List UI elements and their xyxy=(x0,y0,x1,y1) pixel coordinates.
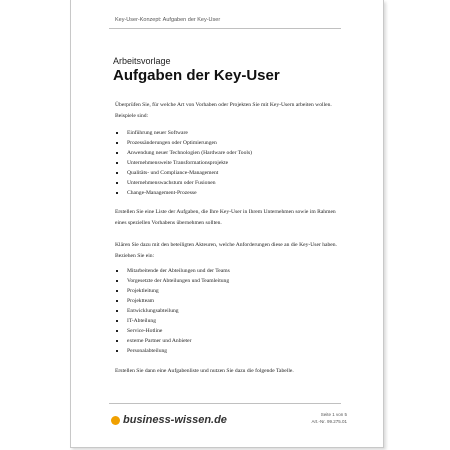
list-item xyxy=(115,276,345,286)
bullet-icon xyxy=(116,182,118,184)
list-item-text: Vorgesetzte der Abteilungen und Teamleitung xyxy=(127,278,230,284)
logo-text: business-wissen.de xyxy=(123,414,227,426)
tasks-block xyxy=(115,207,345,228)
list-item xyxy=(115,138,345,148)
list-item xyxy=(115,266,345,276)
bullet-icon xyxy=(116,320,118,322)
list-item-text: Personalabteilung xyxy=(127,348,168,354)
bullet-icon xyxy=(116,162,118,164)
footer-meta xyxy=(311,411,347,425)
list-item-text: Prozessänderungen oder Optimierungen xyxy=(127,140,217,146)
header-divider xyxy=(109,28,341,29)
list-item-text: Unternehmensweite Transformationsprojekte xyxy=(127,160,229,166)
list-item-text: Mitarbeitende der Abteilungen und der Teams xyxy=(127,268,230,274)
list-item xyxy=(115,326,345,336)
bullet-icon xyxy=(116,142,118,144)
project-types-list xyxy=(115,128,345,198)
stakeholders-list xyxy=(115,266,345,356)
list-item xyxy=(115,178,345,188)
list-item-text: externe Partner und Anbieter xyxy=(127,338,192,344)
document-page xyxy=(70,0,384,448)
list-item-text: Einführung neuer Software xyxy=(127,130,188,136)
stakeholders-intro-block xyxy=(115,240,345,261)
document-kicker: Arbeitsvorlage xyxy=(113,56,171,66)
list-item-text: Entwicklungsabteilung xyxy=(127,308,179,314)
list-item-text: Projektteam xyxy=(127,298,155,304)
bullet-icon xyxy=(116,152,118,154)
list-item-text: Change-Management-Prozesse xyxy=(127,190,197,196)
list-item-text: Unternehmenswachstum oder Fusionen xyxy=(127,180,216,186)
list-item xyxy=(115,148,345,158)
list-item xyxy=(115,296,345,306)
tasks-paragraph: Erstellen Sie eine Liste der Aufgaben, die Ihre Key-User in Ihrem Unternehmen sowie im Rahmen eines speziellen Vorhabens übernehmen sollten. xyxy=(115,209,336,226)
bullet-icon xyxy=(116,192,118,194)
bullet-icon xyxy=(116,350,118,352)
closing-block xyxy=(115,366,345,377)
intro-block xyxy=(115,100,345,121)
running-header: Key-User-Konzept: Aufgaben der Key-User xyxy=(115,17,221,23)
bullet-icon xyxy=(116,270,118,272)
list-item xyxy=(115,188,345,198)
bullet-icon xyxy=(116,132,118,134)
list-item xyxy=(115,128,345,138)
list-item-text: Projektleitung xyxy=(127,288,159,294)
logo-dot-icon xyxy=(111,416,120,425)
article-number: Art.-Nr. 99.275.01 xyxy=(311,419,347,424)
list-item-text: Service-Hotline xyxy=(127,328,163,334)
list-item xyxy=(115,158,345,168)
bullet-icon xyxy=(116,310,118,312)
list-item xyxy=(115,316,345,326)
list-item xyxy=(115,168,345,178)
bullet-icon xyxy=(116,330,118,332)
intro-paragraph: Überprüfen Sie, für welche Art von Vorhaben oder Projekten Sie mit Key-Usern arbeiten wollen. Beispiele sind: xyxy=(115,102,332,119)
project-types-block xyxy=(115,128,345,198)
list-item xyxy=(115,286,345,296)
bullet-icon xyxy=(116,280,118,282)
list-item xyxy=(115,306,345,316)
list-item-text: IT-Abteilung xyxy=(127,318,157,324)
stakeholders-block xyxy=(115,266,345,356)
list-item-text: Anwendung neuer Technologien (Hardware oder Tools) xyxy=(127,150,252,156)
bullet-icon xyxy=(116,340,118,342)
list-item xyxy=(115,346,345,356)
bullet-icon xyxy=(116,300,118,302)
bullet-icon xyxy=(116,290,118,292)
document-title: Aufgaben der Key-User xyxy=(113,67,280,84)
closing-paragraph: Erstellen Sie dann eine Aufgabenliste und nutzen Sie dazu die folgende Tabelle. xyxy=(115,368,294,374)
list-item xyxy=(115,336,345,346)
list-item-text: Qualitäts- und Compliance-Management xyxy=(127,170,219,176)
footer-divider xyxy=(109,403,341,404)
page-number: Seite 1 von 5 xyxy=(320,412,347,417)
bullet-icon xyxy=(116,172,118,174)
stakeholders-paragraph: Klären Sie dazu mit den beteiligten Akteuren, welche Anforderungen diese an die Key-User haben. Beziehen Sie ein: xyxy=(115,242,337,259)
brand-logo xyxy=(111,413,227,427)
